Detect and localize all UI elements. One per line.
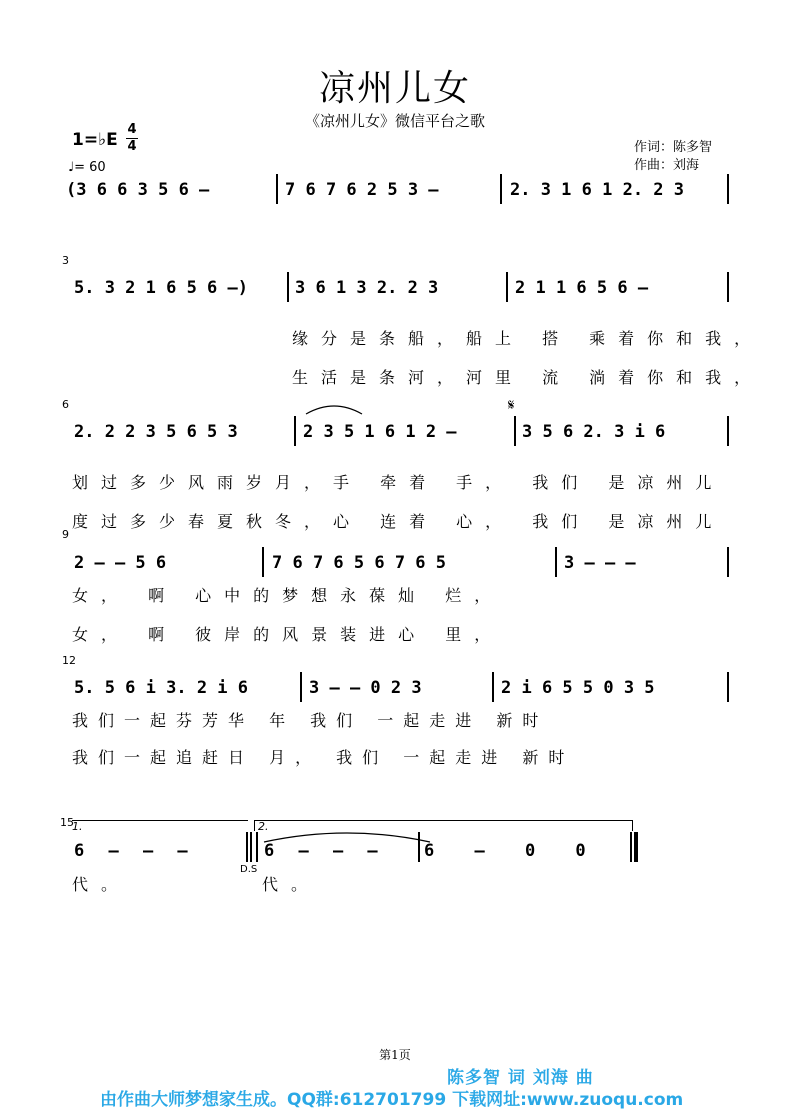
slur — [304, 402, 364, 416]
measure-5-notes: 3 6 1 3 2. 2 3 — [295, 278, 439, 298]
lyrics-verse-2: 我们一起追赶日 月， 我们 一起走进 新时 — [72, 748, 575, 767]
tempo-marking — [68, 160, 106, 175]
lyrics-verse-2: 代。 — [262, 875, 321, 894]
measure-6-notes: 2 1 1 6 5 6 – — [515, 278, 649, 298]
barline — [256, 832, 258, 862]
measure-number: 15 — [60, 816, 74, 829]
measure-number: 3 — [62, 254, 69, 267]
measure-number: 6 — [62, 398, 69, 411]
barline — [555, 547, 557, 577]
measure-9-notes: 3 5 6 2. 3 i 6 — [522, 422, 666, 442]
measure-number: 9 — [62, 528, 69, 541]
composer-credit: 作曲：刘海 — [634, 158, 700, 173]
measure-15-notes: 2 i 6 5 5 0 3 5 — [501, 678, 655, 698]
barline — [294, 416, 296, 446]
song-title: 凉州儿女 — [318, 68, 471, 109]
measure-1-notes: (3 6 6 3 5 6 – — [66, 180, 210, 200]
measure-7-notes: 2. 2 2 3 5 6 5 3 — [74, 422, 238, 442]
measure-17-notes: 6 – – – — [264, 841, 378, 861]
barline — [727, 174, 729, 204]
barline — [506, 272, 508, 302]
measure-13-notes: 5. 5 6 i 3. 2 i 6 — [74, 678, 248, 698]
lyrics-verse-1: 我们一起芬芳华 年 我们 一起走进 新时 — [72, 711, 549, 730]
footer-credit: 陈多智 词 刘海 曲 — [447, 1068, 594, 1088]
barline — [418, 832, 420, 862]
barline — [727, 547, 729, 577]
ds-marking: D.S — [240, 864, 258, 875]
barline — [246, 832, 248, 862]
barline — [300, 672, 302, 702]
measure-2-notes: 7 6 7 6 2 5 3 – — [285, 180, 439, 200]
lyrics-verse-2: 生活是条河，河里 流 淌着你和我， — [292, 368, 764, 387]
measure-18-notes: 6 – 0 0 — [424, 841, 586, 861]
measure-11-notes: 7 6 7 6 5 6 7 6 5 — [272, 553, 446, 573]
barline — [287, 272, 289, 302]
lyrics-verse-1: 代。 — [72, 875, 131, 894]
time-signature — [126, 123, 138, 154]
measure-3-notes: 2. 3 1 6 1 2. 2 3 — [510, 180, 684, 200]
lyrics-verse-1: 划过多少风雨岁月，手 牵着 手， 我们 是凉州儿 — [72, 473, 725, 492]
measure-8-notes: 2 3 5 1 6 1 2 – — [303, 422, 457, 442]
measure-16-notes: 6 – – – — [74, 841, 188, 861]
barline — [250, 832, 252, 862]
meter-top: 4 — [127, 122, 137, 137]
footer-generator-note: 由作曲大师梦想家生成。QQ群:612701799 下载网址:www.zuoqu.com — [100, 1090, 684, 1110]
segno-icon: 𝄋 — [508, 396, 515, 414]
barline — [262, 547, 264, 577]
song-subtitle: 《凉州儿女》微信平台之歌 — [304, 112, 485, 130]
measure-4-notes: 5. 3 2 1 6 5 6 –) — [74, 278, 248, 298]
lyricist-credit: 作词：陈多智 — [634, 140, 713, 155]
barline — [727, 272, 729, 302]
quarter-note-icon: ♩ — [68, 160, 75, 175]
measure-10-notes: 2 – – 5 6 — [74, 553, 167, 573]
barline — [492, 672, 494, 702]
key-signature: 1=♭E — [72, 130, 118, 150]
measure-14-notes: 3 – – 0 2 3 — [309, 678, 422, 698]
volta-1-label: 1. — [72, 820, 83, 833]
tempo-value: = 60 — [74, 160, 106, 175]
barline — [500, 174, 502, 204]
lyrics-verse-2: 女， 啊 彼岸的风景装进心 里， — [72, 625, 504, 644]
lyrics-verse-2: 度过多少春夏秋冬，心 连着 心， 我们 是凉州儿 — [72, 512, 725, 531]
lyrics-verse-1: 女， 啊 心中的梦想永葆灿 烂， — [72, 586, 504, 605]
measure-number: 12 — [62, 654, 76, 667]
barline — [514, 416, 516, 446]
page-number: 第1页 — [379, 1048, 411, 1062]
barline — [727, 416, 729, 446]
volta-2-label: 2. — [258, 820, 269, 833]
meter-bottom: 4 — [127, 139, 137, 154]
lyrics-verse-1: 缘分是条船，船上 搭 乘着你和我， — [292, 329, 764, 348]
measure-12-notes: 3 – – – — [564, 553, 636, 573]
final-barline-thin — [630, 832, 632, 862]
barline — [276, 174, 278, 204]
final-barline-thick — [634, 832, 638, 862]
volta-1-bracket — [72, 820, 248, 821]
barline — [727, 672, 729, 702]
